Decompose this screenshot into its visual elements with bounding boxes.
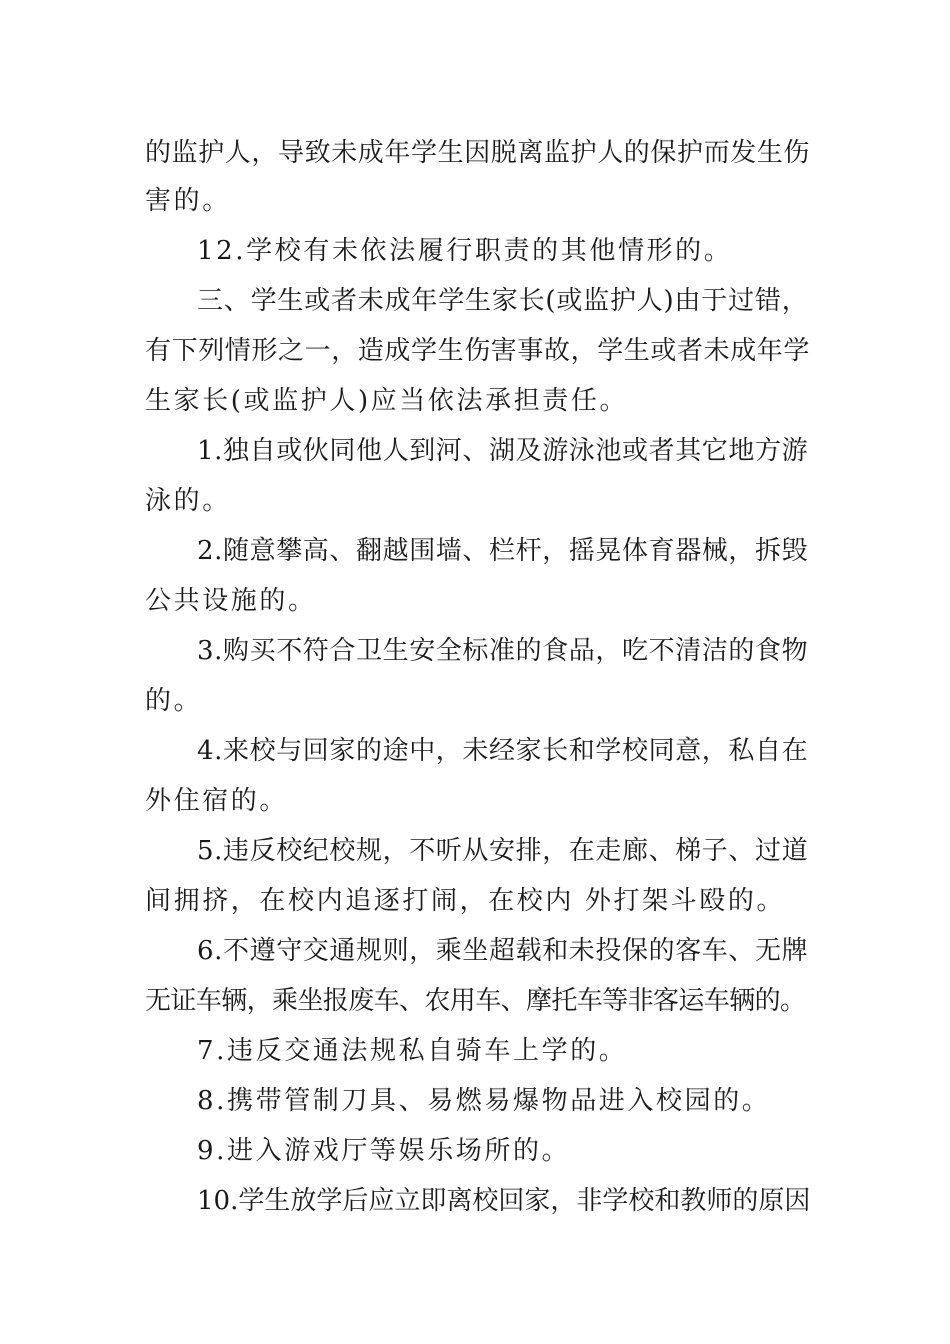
list-item-3: 3.购买不符合卫生安全标准的食品，吃不清洁的食物 <box>197 636 809 666</box>
text-line: 无证车辆，乘坐报废车、农用车、摩托车等非客运车辆的。 <box>145 986 806 1016</box>
list-item-2: 2.随意攀高、翻越围墙、栏杆，摇晃体育器械，拆毁 <box>197 536 809 566</box>
list-item-5: 5.违反校纪校规，不听从安排，在走廊、梯子、过道 <box>197 836 809 866</box>
list-item-6: 6.不遵守交通规则，乘坐超载和未投保的客车、无牌 <box>197 936 809 966</box>
text-line: 生家长(或监护人)应当依法承担责任。 <box>145 386 629 416</box>
list-item-8: 8.携带管制刀具、易燃易爆物品进入校园的。 <box>197 1086 771 1116</box>
text-line: 的。 <box>145 686 203 716</box>
text-line: 公共设施的。 <box>145 586 317 616</box>
list-item-10: 10.学生放学后应立即离校回家，非学校和教师的原因 <box>197 1186 811 1216</box>
section-heading-3: 三、学生或者未成年学生家长(或监护人)由于过错， <box>197 286 809 316</box>
list-item-7: 7.违反交通法规私自骑车上学的。 <box>197 1036 628 1066</box>
text-line: 的监护人，导致未成年学生因脱离监护人的保护而发生伤 <box>145 138 811 168</box>
list-item-12: 12.学校有未依法履行职责的其他情形的。 <box>197 236 733 266</box>
list-item-4: 4.来校与回家的途中，未经家长和学校同意，私自在 <box>197 736 809 766</box>
text-line: 害的。 <box>145 186 231 216</box>
text-line: 泳的。 <box>145 486 231 516</box>
text-line: 有下列情形之一，造成学生伤害事故，学生或者未成年学 <box>145 336 811 366</box>
text-line: 间拥挤，在校内追逐打闹，在校内 外打架斗殴的。 <box>145 886 786 916</box>
text-line: 外住宿的。 <box>145 786 289 816</box>
list-item-1: 1.独自或伙同他人到河、湖及游泳池或者其它地方游 <box>197 436 809 466</box>
list-item-9: 9.进入游戏厅等娱乐场所的。 <box>197 1136 571 1166</box>
